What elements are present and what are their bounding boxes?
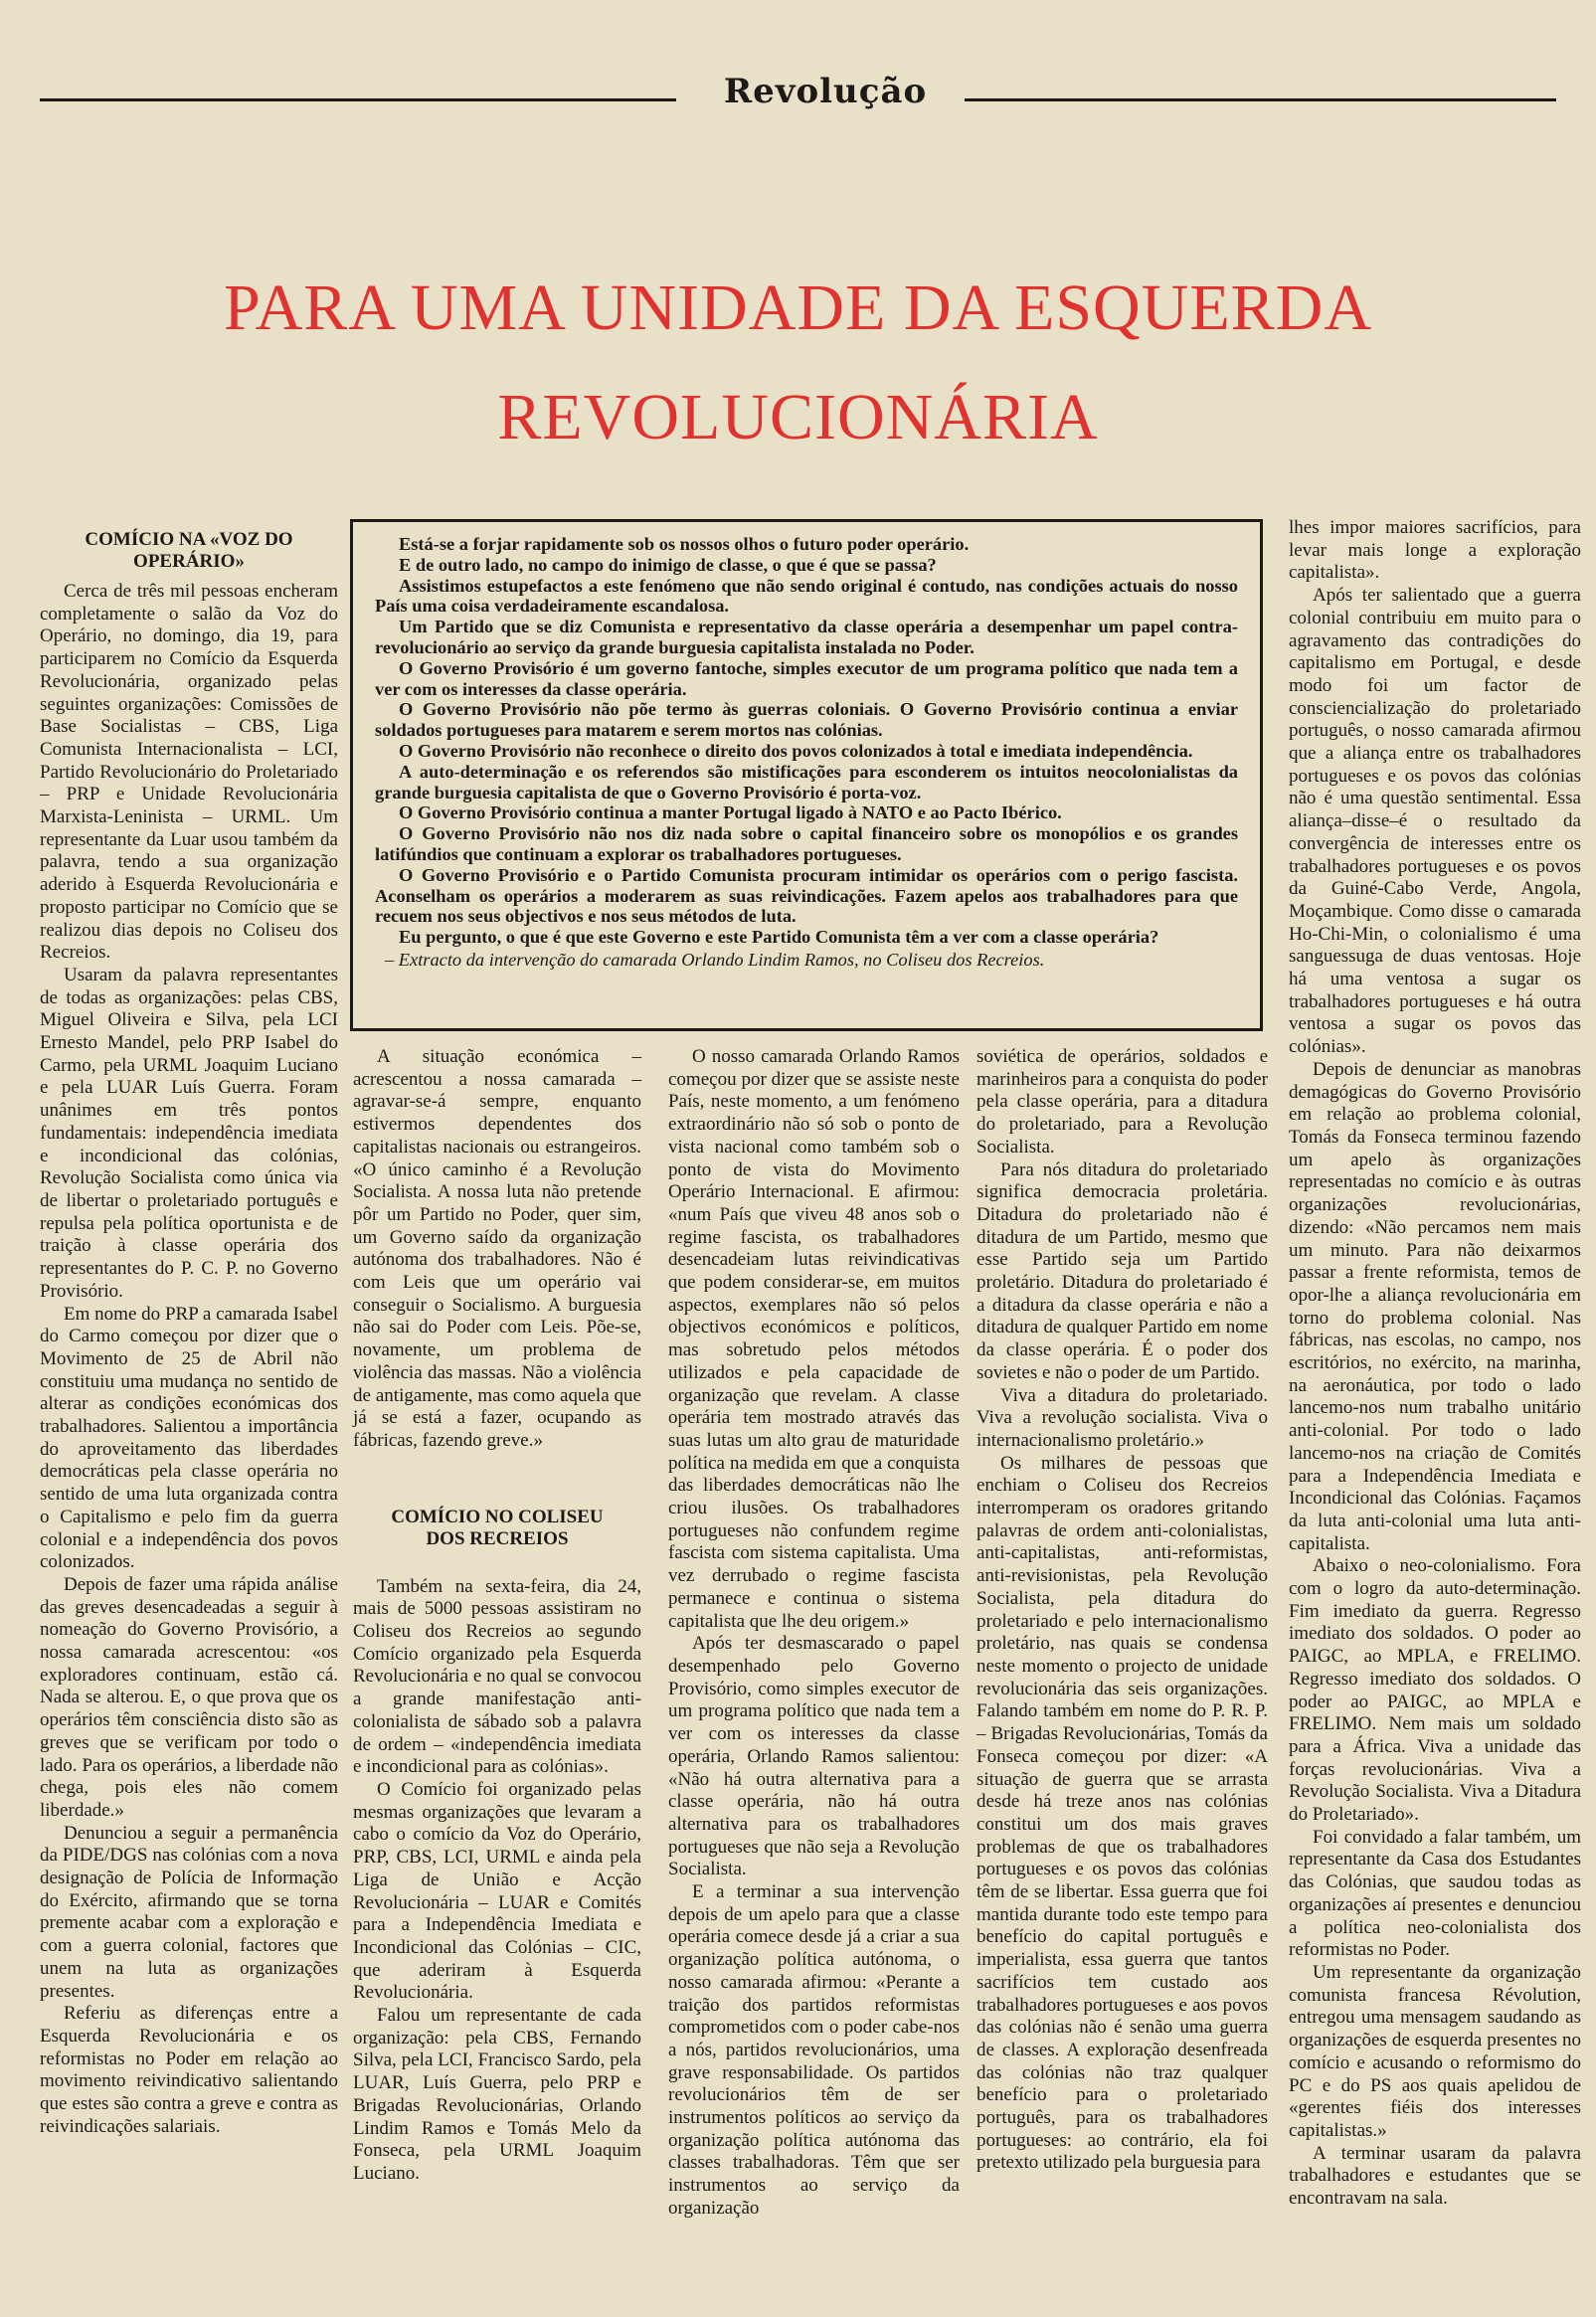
quote-paragraph: Eu pergunto, o que é que este Governo e este Partido Comunista têm a ver com a classe operária? <box>399 927 1159 948</box>
paragraph: Falou um representante de cada organização: pela CBS, Fernando Silva, pela LCI, Francisco Sardo, pela LUAR, Luís Guerra, pelo PRP e Brigadas Revolucionárias, Orlando Lindim Ramos e Tomás Melo da Fonseca, pela URML Joaquim Luciano. <box>353 2005 641 2184</box>
paragraph: A terminar usaram da palavra trabalhadores e estudantes que se encontravam na sala. <box>1289 2142 1581 2210</box>
quote-credit: – Extracto da intervenção do camarada Orlando Lindim Ramos, no Coliseu dos Recreios. <box>385 949 1045 970</box>
paragraph: Também na sexta-feira, dia 24, mais de 5000 pessoas assistiram no Coliseu dos Recreios ao segundo Comício organizado pela Esquerda Revolucionária e no qual se convocou a grande manifestação anti-colonialista de sábado sob a palavra de ordem – «independência imediata e incondicional para as colónias». <box>353 1575 641 1778</box>
quote-paragraph: A auto-determinação e os referendos são mistificações para esconderem os intuitos neocolonialistas da grande burguesia capitalista de que o Governo Provisório é porta-voz. <box>375 761 1238 802</box>
paragraph: Foi convidado a falar também, um representante da Casa dos Estudantes das Colónias, que saudou todas as organizações aí presentes e denunciou a política neo-colonialista dos reformistas no Poder. <box>1289 1826 1581 1961</box>
quote-paragraph: O Governo Provisório não reconhece o direito dos povos colonizados à total e imediata independência. <box>399 740 1193 761</box>
paragraph: Cerca de três mil pessoas encheram completamente o salão da Voz do Operário, no domingo, dia 19, para participarem no Comício da Esquerda Revolucionária, organizado pelas seguintes organizações: Comissões de Base Socialistas – CBS, Liga Comunista Internacionalista – LCI, Partido Revolucionário do Proletariado – PRP e Unidade Revolucionária Marxista-Leninista – URML. Um representante da Luar usou também da palavra, tendo a sua organização aderido à Esquerda Revolucionária e proposto participar no Comício que se realizou dias depois no Coliseu dos Recreios. <box>40 581 338 964</box>
paragraph: Após ter desmascarado o papel desempenhado pelo Governo Provisório, como simples executor de um programa político que nada tem a ver com os interesses da classe operária, Orlando Ramos salientou: «Não há outra alternativa para a classe operária, não há outra alternativa para os trabalhadores portugueses que não seja a Revolução Socialista. <box>668 1633 960 1880</box>
column-5 <box>1289 517 1581 2211</box>
quote-paragraph: E de outro lado, no campo do inimigo de classe, o que é que se passa? <box>399 554 937 575</box>
quote-paragraph: Um Partido que se diz Comunista e representativo da classe operária a desempenhar um papel contra-revolucionário ao serviço da grande burguesia capitalista instalada no Poder. <box>375 617 1238 657</box>
paragraph: Usaram da palavra representantes de todas as organizações: pelas CBS, Miguel Oliveira e Silva, pela LCI Ernesto Mandel, pelo PRP Isabel do Carmo, pela URML Joaquim Luciano e pela LUAR Luís Guerra. Foram unânimes em três pontos fundamentais: independência imediata e incondicional das colónias, Revolução Socialista como única via de libertar o proletariado português e repulsa pela política oportunista e de traição à classe operária dos representantes do P. C. P. no Governo Provisório. <box>40 964 338 1302</box>
quote-paragraph: O Governo Provisório não põe termo às guerras coloniais. O Governo Provisório continua a enviar soldados portugueses para matarem e serem mortos nas colónias. <box>375 699 1238 741</box>
masthead <box>40 72 1556 111</box>
paragraph: A situação económica – acrescentou a nossa camarada – agravar-se-á sempre, enquanto estivermos dependentes dos capitalistas nacionais ou estrangeiros. «O único caminho é a Revolução Socialista. A nossa luta não pretende pôr um Partido no Poder, quer sim, um Governo saído da organização autónoma dos trabalhadores. Não é com Leis que um operário vai conseguir o Socialismo. A burguesia não sai do Poder com Leis. Põe-se, novamente, um problema de violência das massas. Não a violência de antigamente, mas como aquela que já se está a fazer, ocupando as fábricas, fazendo greve.» <box>353 1046 641 1451</box>
column-4 <box>976 1046 1268 2175</box>
quote-paragraph: O Governo Provisório é um governo fantoche, simples executor de um programa político que nada tem a ver com os interesses da classe operária. <box>375 657 1238 699</box>
paragraph: Os milhares de pessoas que enchiam o Coliseu dos Recreios interromperam os oradores gritando palavras de ordem anti-colonialistas, anti-capitalistas, anti-reformistas, anti-revisionistas, pela Revolução Socialista, pela ditadura do proletariado e pelo internacionalismo proletário, nas quais se condensa neste momento o projecto de unidade revolucionária das seis organizações. Falando também em nome do P. R. P. – Brigadas Revolucionárias, Tomás da Fonseca começou por dizer: «A situação de guerra que se arrasta desde há treze anos nas colónias constitui um dos mais graves problemas de que os trabalhadores portugueses e os povos das colónias têm de se libertar. Essa guerra que foi mantida durante todo este tempo para benefício do capital português e imperialista, essa guerra que tantos sacrifícios tem custado aos trabalhadores portugueses e aos povos das colónias não é senão uma guerra de classes. A exploração desenfreada das colónias não traz qualquer benefício para o proletariado português, para os trabalhadores portugueses: ao contrário, ela foi pretexto utilizado pela burguesia para <box>976 1452 1268 2174</box>
paragraph: Depois de denunciar as manobras demagógicas do Governo Provisório em relação ao problema colonial, Tomás da Fonseca terminou fazendo um apelo às organizações representadas no comício e às outras organizações revolucionárias, dizendo: «Não percamos nem mais um minuto. Para não deixarmos passar a frente reformista, temos de opor-lhe a aliança revolucionária em torno do problema colonial. Nas fábricas, nas escolas, no campo, nos escritórios, no exército, na marinha, na aeronáutica, por todo o lado lancemo-nos num trabalho unitário anti-colonial. Por todo o lado lancemo-nos na criação de Comités para a Independência Imediata e Incondicional das Colónias. Façamos da luta anti-colonial uma luta anti-capitalista. <box>1289 1058 1581 1554</box>
paragraph: Depois de fazer uma rápida análise das greves desencadeadas a seguir à nomeação do Governo Provisório, a nossa camarada acrescentou: «os exploradores continuam, estão cá. Nada se alterou. E, o que prova que os operários têm consciência disto são as greves que se verificam por todo o lado. Para os operários, a liberdade não chega, pois eles não comem liberdade.» <box>40 1573 338 1821</box>
paragraph: Um representante da organização comunista francesa Révolution, entregou uma mensagem saudando as organizações de esquerda presentes no comício e acusando o reformismo do PC e do PS aos quais apelidou de «gerentes fiéis dos interesses capitalistas.» <box>1289 1962 1581 2141</box>
paragraph: Abaixo o neo-colonialismo. Fora com o logro da auto-determinação. Fim imediato da guerra. Regresso imediato dos soldados. O poder ao PAIGC, ao MPLA, e FRELIMO. Regresso imediato dos soldados. O poder ao PAIGC, ao MPLA e FRELIMO. Nem mais um soldado para a África. Viva a unidade das forças revolucionárias. Viva a Revolução Socialista. Viva a Ditadura do Proletariado». <box>1289 1555 1581 1826</box>
paragraph: soviética de operários, soldados e marinheiros para a conquista do poder pela classe operária, para a ditadura do proletariado, para a Revolução Socialista. <box>976 1046 1268 1158</box>
paragraph: Referiu as diferenças entre a Esquerda Revolucionária e os reformistas no Poder em relação ao movimento reivindicativo salientando que estes são contra a greve e contra as reivindicações salariais. <box>40 2003 338 2137</box>
paragraph: Para nós ditadura do proletariado significa democracia proletária. Ditadura do proletariado não é ditadura de um Partido, mesmo que esse Partido seja um Partido proletário. Ditadura do proletariado é a ditadura da classe operária e não a ditadura de qualquer Partido em nome da classe operária. É o poder dos sovietes e não o poder de um Partido. <box>976 1158 1268 1383</box>
column-1 <box>40 529 338 2139</box>
section-title-voz-do-operario: COMÍCIO NA «VOZ DO OPERÁRIO» <box>85 529 293 572</box>
quote-paragraph: O Governo Provisório e o Partido Comunista procuram intimidar os operários com o perigo fascista. Aconselham os operários a moderarem as suas reivindicações. Fazem apelos aos trabalhadores para que recuem nos seus objectivos e nos seus métodos de luta. <box>375 864 1238 927</box>
publication-name: Revolução <box>723 72 928 111</box>
column-3 <box>668 1046 960 2221</box>
paragraph: E a terminar a sua intervenção depois de um apelo para que a classe operária comece desde já a criar a sua organização política autónoma, o nosso camarada afirmou: «Perante a traição dos partidos reformistas comprometidos com o poder cabe-nos a nós, partidos revolucionários, uma grave responsabilidade. Os partidos revolucionários têm de ser instrumentos políticos ao serviço da organização política autónoma das classes trabalhadoras. Têm que ser instrumentos ao serviço da organização <box>668 1881 960 2219</box>
section-title-coliseu: COMÍCIO NO COLISEU DOS RECREIOS <box>391 1506 604 1549</box>
paragraph: Viva a ditadura do proletariado. Viva a revolução socialista. Viva o internacionalismo proletário.» <box>976 1384 1268 1451</box>
quote-paragraph: Está-se a forjar rapidamente sob os nossos olhos o futuro poder operário. <box>399 534 970 554</box>
quote-box <box>350 519 1263 1031</box>
masthead-rule-right <box>965 98 1556 101</box>
column-2 <box>353 1046 641 2186</box>
quote-paragraph: O Governo Provisório não nos diz nada sobre o capital financeiro sobre os monopólios e os grandes latifúndios que continuam a explorar os trabalhadores portugueses. <box>375 823 1238 864</box>
paragraph: lhes impor maiores sacrifícios, para levar mais longe a exploração capitalista». <box>1289 517 1581 584</box>
paragraph: O nosso camarada Orlando Ramos começou por dizer que se assiste neste País, neste momento, a um fenómeno extraordinário não só sob o ponto de vista nacional como também sob o ponto de vista do Movimento Operário Internacional. E afirmou: «num País que viveu 48 anos sob o regime fascista, os trabalhadores desencadeiam lutas reivindicativas que podem considerar-se, em muitos aspectos, exemplares não só pelos objectivos económicos e políticos, mas sobretudo pelos métodos utilizados e pela capacidade de organização que revelam. A classe operária tem mostrado através das suas lutas um alto grau de maturidade política na medida em que a conquista das liberdades democráticas não lhe criou ilusões. Os trabalhadores portugueses não confundem regime fascista com sistema capitalista. Uma vez derrubado o regime fascista permanece e continua o sistema capitalista que lhe deu origem.» <box>668 1046 960 1632</box>
paragraph: Em nome do PRP a camarada Isabel do Carmo começou por dizer que o Movimento de 25 de Abril não constituiu uma mudança no sentido de alterar as condições económicas dos trabalhadores. Salientou a importância do aproveitamento das liberdades democráticas pela classe operária no sentido de uma luta organizada contra o Capitalismo e pelo fim da guerra colonial e a independência dos povos colonizados. <box>40 1303 338 1573</box>
paragraph: O Comício foi organizado pelas mesmas organizações que levaram a cabo o comício da Voz do Operário, PRP, CBS, LCI, URML e ainda pela Liga de União e Acção Revolucionária – LUAR e Comités para a Independência Imediata e Incondicional das Colónias – CIC, que aderiram à Esquerda Revolucionária. <box>353 1778 641 2004</box>
headline: PARA UMA UNIDADE DA ESQUERDA REVOLUCIONÁRIA <box>223 271 1373 453</box>
quote-paragraph: O Governo Provisório continua a manter Portugal ligado à NATO e ao Pacto Ibérico. <box>399 802 1062 823</box>
paragraph: Denunciou a seguir a permanência da PIDE/DGS nas colónias com a nova designação de Polícia de Informação do Exército, afirmando que se torna premente acabar com a exploração e com a guerra colonial, factores que unem na luta as organizações presentes. <box>40 1822 338 2002</box>
paragraph: Após ter salientado que a guerra colonial contribuiu em muito para o agravamento das contradições do capitalismo em Portugal, e desde modo foi um factor de consciencialização do proletariado português, o nosso camarada afirmou que a aliança entre os trabalhadores portugueses e os povos das colónias não é uma questão sentimental. Essa aliança–disse–é o resultado da convergência de interesses entre os trabalhadores portugueses e os povos da Guiné-Cabo Verde, Angola, Moçambique. Como disse o camarada Ho-Chi-Min, o colonialismo é uma sanguessuga de duas ventosas. Hoje há uma ventosa a sugar os trabalhadores portugueses e há outra ventosa a sugar os povos das colónias». <box>1289 585 1581 1058</box>
quote-paragraph: Assistimos estupefactos a este fenómeno que não sendo original é contudo, nas condições actuais do nosso País uma coisa verdadeiramente escandalosa. <box>375 575 1238 617</box>
masthead-rule-left <box>40 98 676 101</box>
